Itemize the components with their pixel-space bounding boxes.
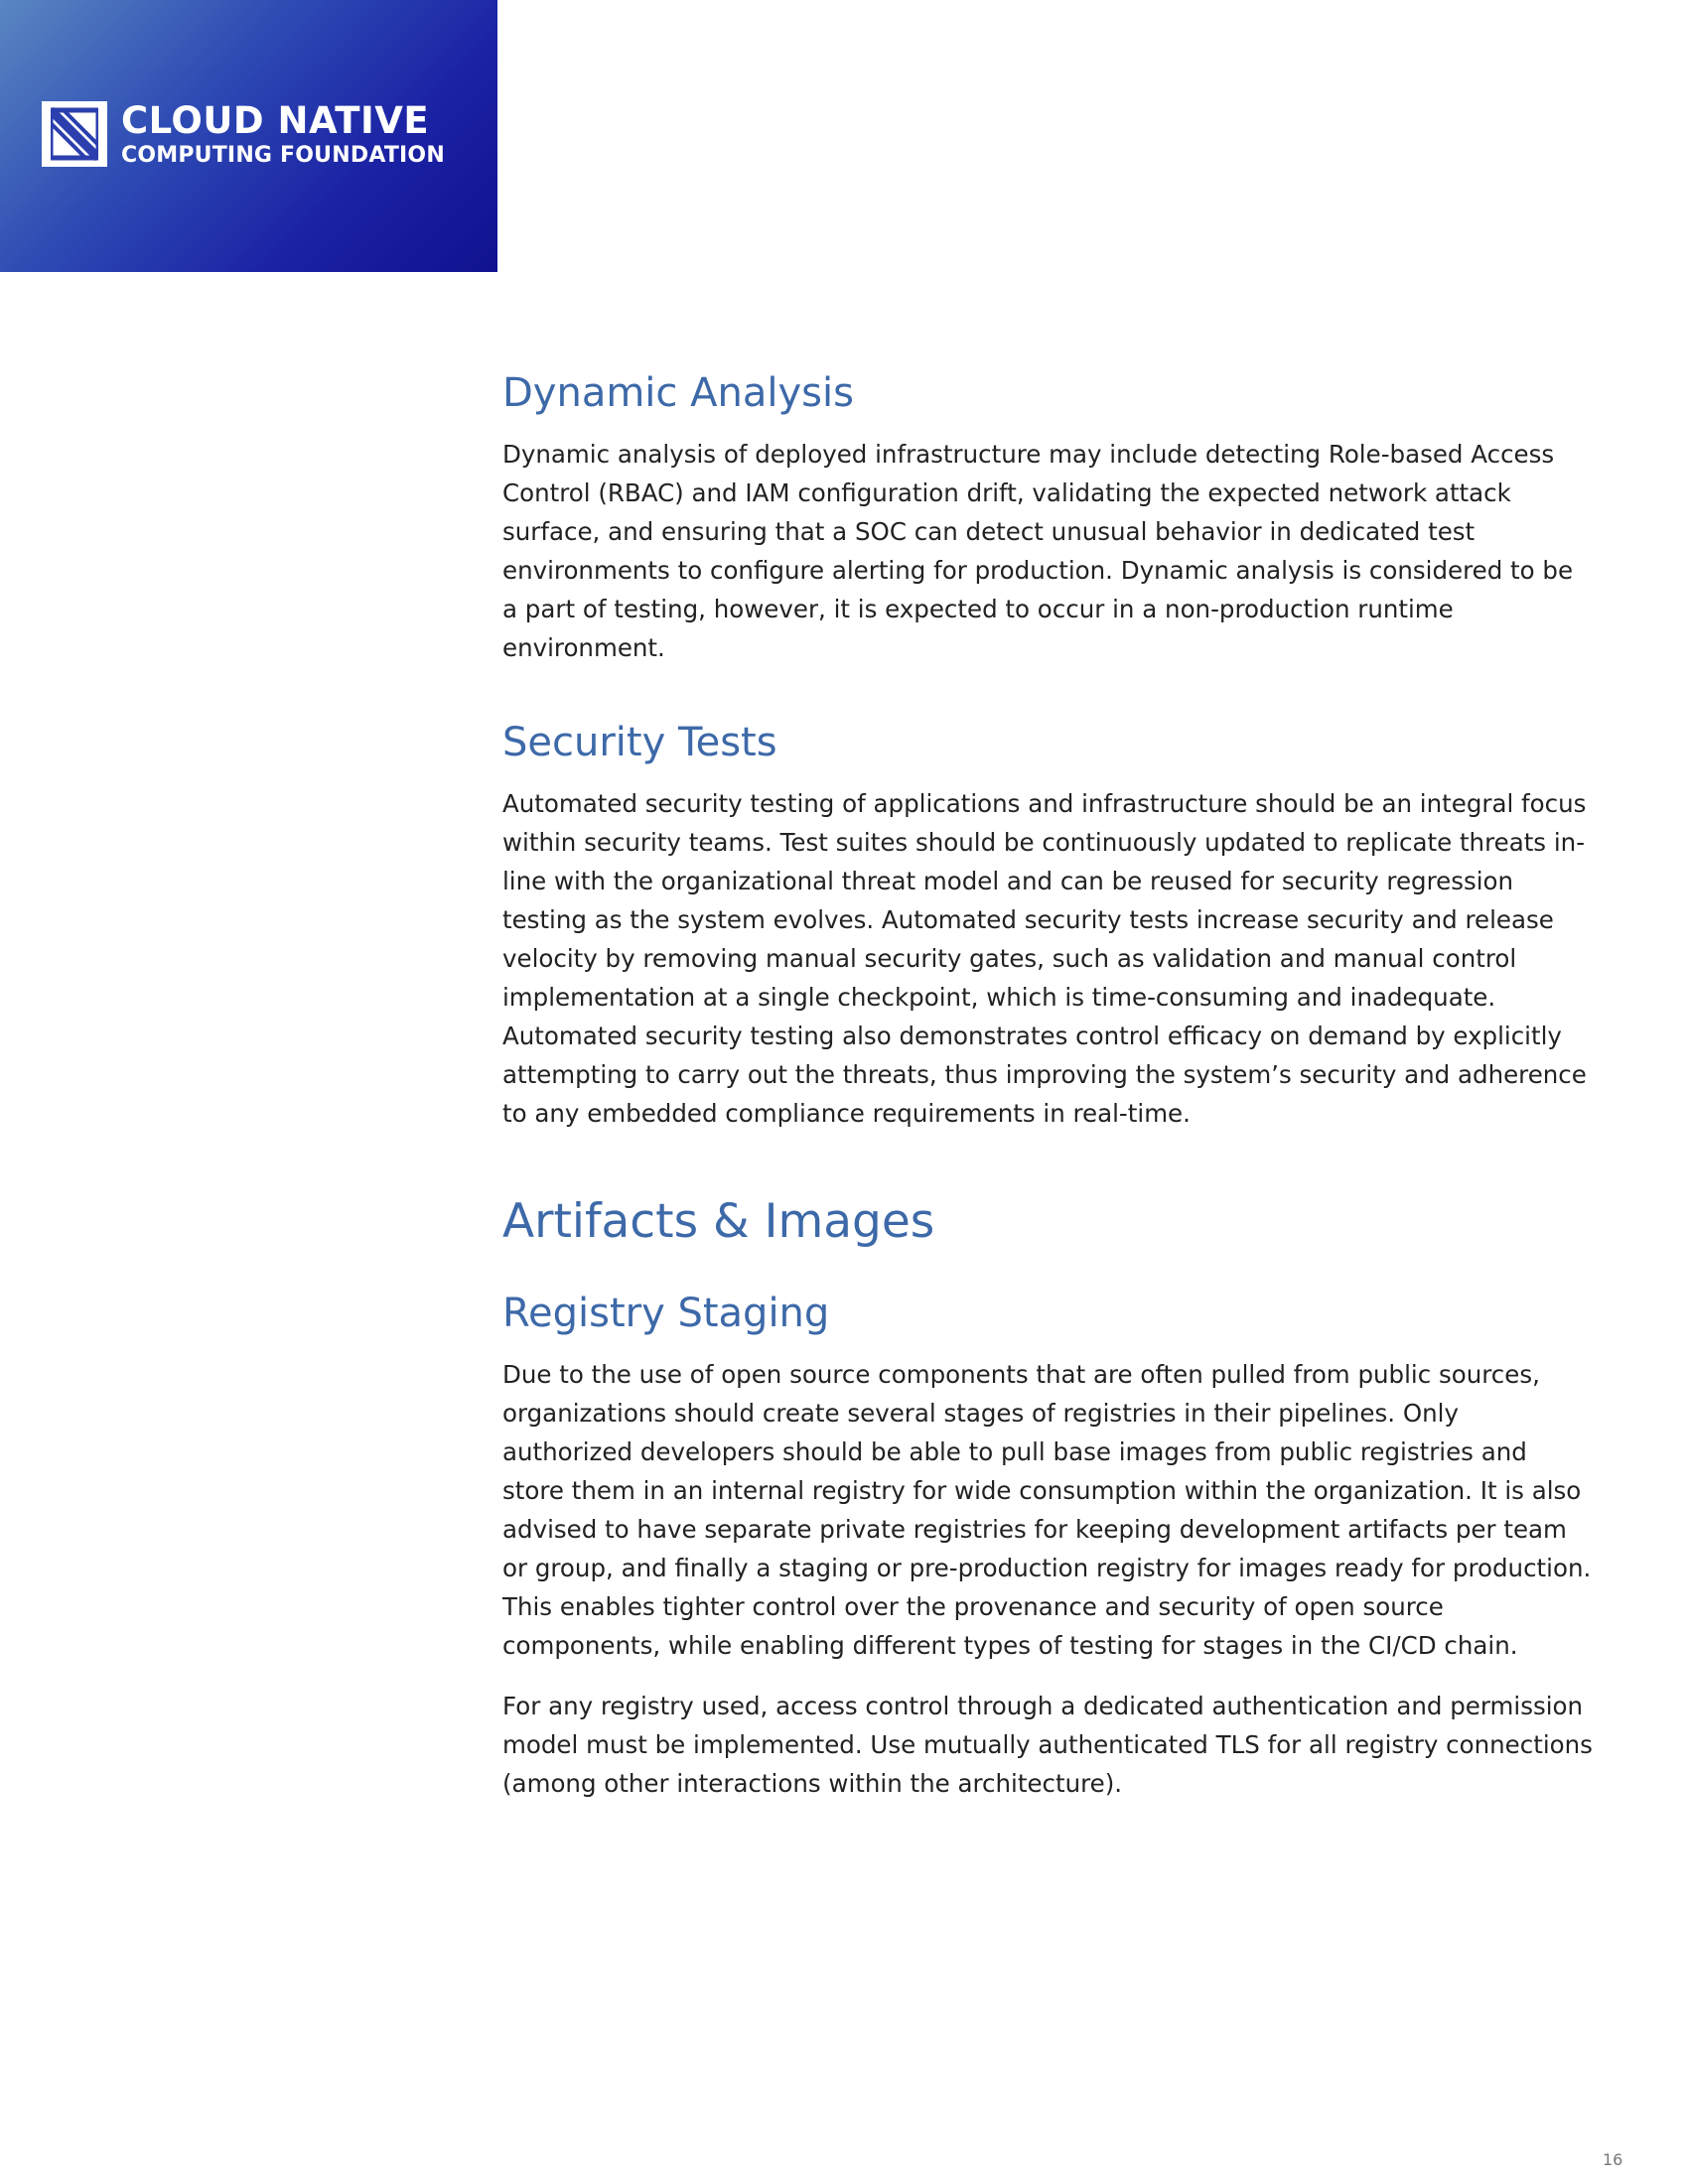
logo-wordmark (121, 98, 445, 168)
heading-dynamic-analysis: Dynamic Analysis (502, 370, 854, 416)
header-banner (0, 0, 497, 272)
heading-registry-staging: Registry Staging (502, 1291, 830, 1336)
main-content (502, 357, 1595, 1803)
page-number: 16 (1603, 2150, 1623, 2169)
cncf-logo-icon (42, 101, 107, 167)
paragraph-dynamic-analysis: Dynamic analysis of deployed infrastructure may include detecting Role-based Access Control (RBAC) and IAM configuration drift, validating the expected network attack surface, and ensuring that a SOC can detect unusual behavior in dedicated test environments to configure alerting for production. Dynamic analysis is considered to be a part of testing, however, it is expected to occur in a non-production runtime environment. (502, 440, 1574, 662)
paragraph-security-tests: Automated security testing of applications and infrastructure should be an integral focus within security teams. Test suites should be continuously updated to replicate threats in-line with the organizational threat model and can be reused for security regression testing as the system evolves. Automated security tests increase security and release velocity by removing manual security gates, such as validation and manual control implementation at a single checkpoint, which is time-consuming and inadequate. Automated security testing also demonstrates control efficacy on demand by explicitly attempting to carry out the threats, thus improving the system’s security and adherence to any embedded compliance requirements in real-time. (502, 789, 1587, 1128)
logo-line-2: COMPUTING FOUNDATION (121, 142, 445, 168)
paragraph-registry-staging-2: For any registry used, access control through a dedicated authentication and permission model must be implemented. Use mutually authenticated TLS for all registry connections (among other interactions within the architecture). (502, 1692, 1593, 1798)
cncf-logo (42, 98, 445, 168)
logo-line-1: CLOUD NATIVE (121, 98, 430, 142)
paragraph-registry-staging-1: Due to the use of open source components that are often pulled from public sources, organizations should create several stages of registries in their pipelines. Only authorized developers should be able to pull base images from public registries and store them in an internal registry for wide consumption within the organization. It is also advised to have separate private registries for keeping development artifacts per team or group, and finally a staging or pre-production registry for images ready for production. This enables tighter control over the provenance and security of open source components, while enabling different types of testing for stages in the CI/CD chain. (502, 1360, 1592, 1660)
heading-artifacts-images: Artifacts & Images (502, 1194, 935, 1249)
heading-security-tests: Security Tests (502, 720, 777, 765)
